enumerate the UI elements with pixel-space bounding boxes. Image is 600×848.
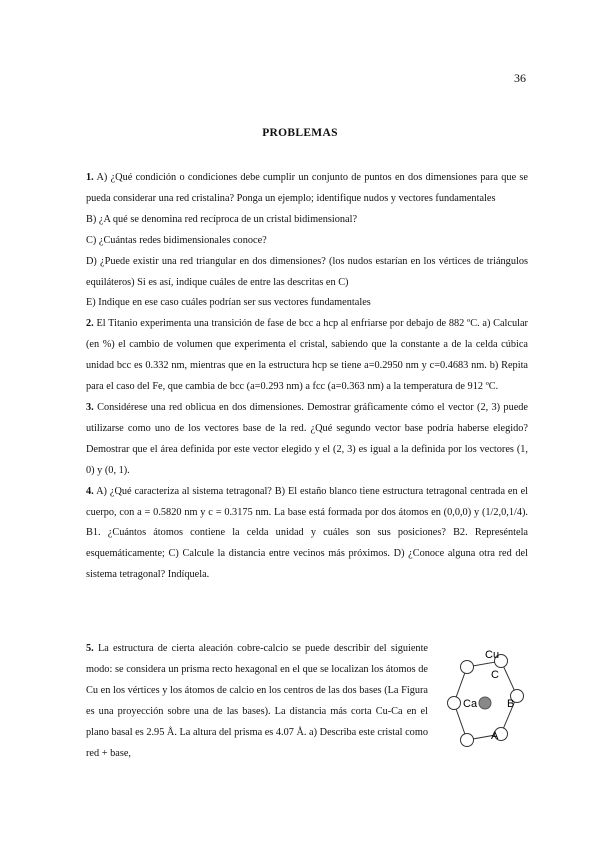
problem-2 bbox=[86, 314, 528, 398]
cu-atom bbox=[448, 697, 461, 710]
section-title: PROBLEMAS bbox=[262, 127, 338, 139]
problem-text: La estructura de cierta aleación cobre-calcio se puede describir del siguiente modo: se considera un prisma recto hexagonal en el que se localizan los átomos de Cu en los vértices y los átomos de calcio en los centros de las dos bases (La Figura es una proyección sobre una de las bases). La distancia más corta Cu-Ca en el plano basal es 2.95 Å. La altura del prisma es 4.07 Å. a) Describa este cristal como red + base, bbox=[86, 643, 428, 759]
ca-atom bbox=[479, 697, 491, 709]
label-c: C bbox=[491, 669, 499, 681]
problem-5-text-block bbox=[86, 638, 428, 764]
problem-number: 1. bbox=[86, 172, 94, 183]
problem-3 bbox=[86, 398, 528, 482]
label-b: B bbox=[507, 698, 515, 710]
problem-number: 4. bbox=[86, 485, 94, 497]
hexagon-figure bbox=[440, 640, 540, 760]
problem-text: A) ¿Qué caracteriza al sistema tetragonal? B) El estaño blanco tiene estructura tetragonal centrada en el cuerpo, con a = 0.5820 nm y c = 0.3175 nm. La base está formada por dos átomos en (0,0,0) y (1/2,0,1/4). B1. ¿Cuántos átomos contiene la celda unidad y cuáles son sus posiciones? B2. Represéntela esquemáticamente; C) Calcule la distancia entre vecinos más próximos. D) ¿Conoce alguna otra red del sistema tetragonal? Indíquela. bbox=[86, 485, 528, 581]
problem-1-e: E) Indique en ese caso cuáles podrían ser sus vectores fundamentales bbox=[86, 297, 371, 309]
label-cu: Cu bbox=[485, 649, 500, 661]
label-a: A bbox=[491, 730, 499, 742]
problem-1-b: B) ¿A qué se denomina red recíproca de un cristal bidimensional? bbox=[86, 213, 358, 225]
problem-1-a bbox=[86, 168, 528, 210]
problem-4 bbox=[86, 482, 528, 587]
cu-atom bbox=[461, 734, 474, 747]
problems-1-4 bbox=[86, 168, 528, 586]
problem-text: A) ¿Qué condición o condiciones debe cumplir un conjunto de puntos en dos dimensiones para que se pueda considerar una red cristalina? Ponga un ejemplo; identifique nudos y vectores fundamentales bbox=[86, 172, 528, 204]
page-number: 36 bbox=[514, 71, 526, 85]
problem-1-d: D) ¿Puede existir una red triangular en dos dimensiones? (los nudos estarían en los vértices de triángulos equiláteros) Si es así, indique cuáles de entre las descritas en C) bbox=[86, 255, 528, 288]
problem-number: 3. bbox=[86, 401, 94, 413]
problem-text: Considérese una red oblicua en dos dimensiones. Demostrar gráficamente cómo el vector (2, 3) puede utilizarse como uno de los vectores base de la red. ¿Qué segundo vector base podría haberse elegido? Demostrar que el área definida por este vector elegido y el (2, 3) es igual a la definida por los vectores (1, 0) y (0, 1). bbox=[86, 401, 529, 476]
problem-number: 2. bbox=[86, 318, 94, 330]
problem-1-c: C) ¿Cuántas redes bidimensionales conoce? bbox=[86, 234, 267, 246]
problem-number: 5. bbox=[86, 643, 94, 654]
cu-atom bbox=[461, 661, 474, 674]
problem-5 bbox=[86, 638, 428, 764]
label-ca: Ca bbox=[463, 698, 478, 710]
problem-text: El Titanio experimenta una transición de fase de bcc a hcp al enfriarse por debajo de 882 ºC. a) Calcular (en %) el cambio de volumen que experimenta el cristal, sabiendo que la constante a de la celda cúbica unidad bcc es 0.332 nm, mientras que en la estructura hcp se tiene a=0.2950 nm y c=0.4683 nm. b) Repita para el caso del Fe, que cambia de bcc (a=0.293 nm) a fcc (a=0.363 nm) a la temperatura de 912 ºC. bbox=[86, 318, 528, 393]
